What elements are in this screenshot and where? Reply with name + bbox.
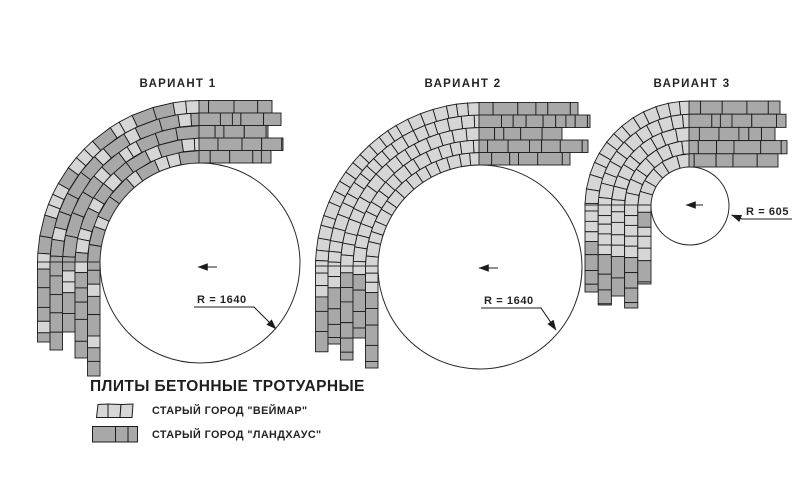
weimar-tile-2 <box>108 404 121 418</box>
legend-title: ПЛИТЫ БЕТОННЫЕ ТРОТУАРНЫЕ <box>90 378 365 395</box>
variant-1-radius-circle <box>100 163 300 363</box>
variant-1-radius-label: R = 1640 <box>197 294 247 306</box>
variant-1-figure <box>38 78 301 376</box>
variant-3-radius-label: R = 605 <box>746 206 790 218</box>
variant-2-radius-label: R = 1640 <box>484 295 534 307</box>
variant-2-figure <box>316 78 591 369</box>
landhaus-tile-2 <box>116 427 129 443</box>
weimar-tile-1 <box>97 404 109 418</box>
variant-1-title: ВАРИАНТ 1 <box>139 78 217 90</box>
landhaus-label: СТАРЫЙ ГОРОД "ЛАНДХАУС" <box>152 429 322 441</box>
variant-3-title: ВАРИАНТ 3 <box>653 78 731 90</box>
variant-2-radius-circle <box>378 165 582 369</box>
weimar-tile-3 <box>120 404 133 418</box>
landhaus-tile-swatch <box>92 426 139 443</box>
variant-2-title: ВАРИАНТ 2 <box>424 78 502 90</box>
weimar-tile-swatch <box>95 402 135 420</box>
landhaus-tile-3 <box>128 427 138 443</box>
variant-3-figure <box>585 78 792 308</box>
variant-3-radius-circle <box>651 167 729 245</box>
weimar-label: СТАРЫЙ ГОРОД "ВЕЙМАР" <box>152 405 308 417</box>
landhaus-tile-1 <box>93 427 116 443</box>
